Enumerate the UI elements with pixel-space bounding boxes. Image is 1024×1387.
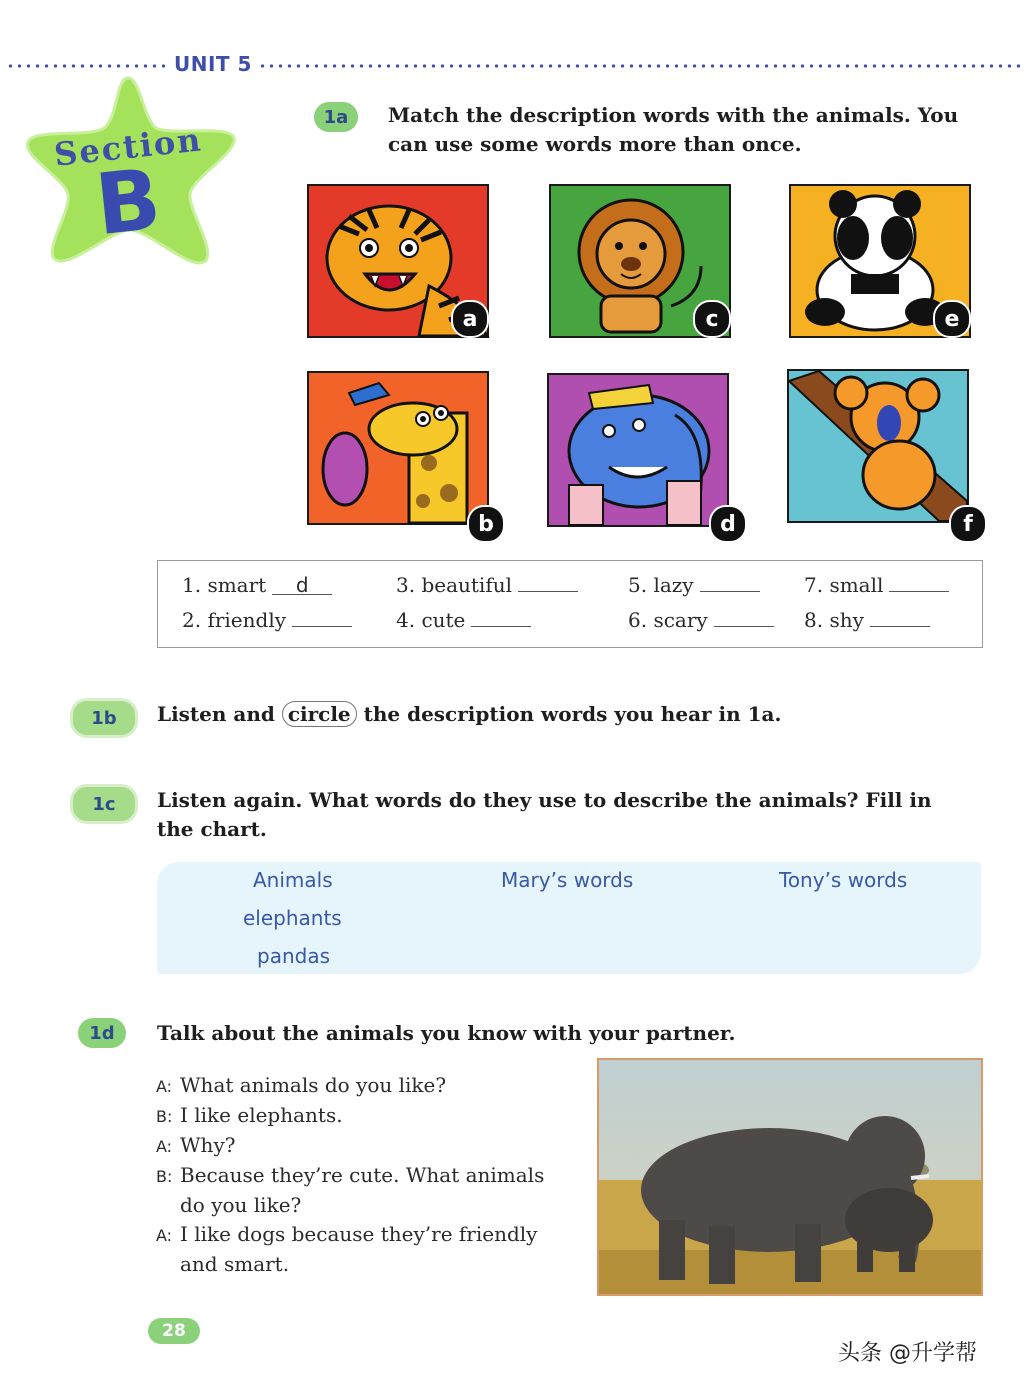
word-item (628, 608, 774, 632)
unit-label: UNIT 5 (174, 52, 252, 76)
answer-blank[interactable] (518, 573, 578, 592)
dialog-line (156, 1250, 576, 1279)
answer-blank[interactable] (870, 608, 930, 627)
animal-letter: c (693, 300, 731, 338)
instruction-line: the chart. (157, 817, 267, 841)
exercise-1d-badge: 1d (78, 1018, 126, 1048)
elephant-icon (549, 375, 727, 525)
speaker-label: A: (156, 1077, 173, 1096)
dialog-line (156, 1071, 576, 1101)
koala-icon (789, 371, 967, 521)
answer-blank[interactable] (471, 608, 531, 627)
section-word: Section (52, 120, 205, 174)
dialog (156, 1071, 576, 1279)
word-item (396, 608, 531, 632)
watermark: 头条 @升学帮 (838, 1341, 977, 1366)
header-dotted-rule-left (6, 64, 168, 68)
dialog-line (156, 1131, 576, 1161)
dialog-text: do you like? (180, 1193, 302, 1217)
exercise-1a-instruction (388, 101, 958, 159)
dialog-text: Why? (180, 1133, 236, 1157)
animal-letter: e (933, 300, 971, 338)
chart-row-label: pandas (257, 944, 330, 968)
exercise-1c-instruction (157, 786, 932, 844)
exercise-1b-badge: 1b (70, 698, 138, 738)
exercise-1a-badge: 1a (314, 102, 358, 132)
page-number: 28 (148, 1318, 200, 1344)
instruction-line: Listen again. What words do they use to describe the animals? Fill in (157, 788, 932, 812)
dialog-line (156, 1101, 576, 1131)
word-item (804, 608, 930, 632)
animal-tile-d[interactable] (547, 373, 736, 537)
description-word-box (157, 560, 983, 648)
dialog-text: What animals do you like? (180, 1073, 447, 1097)
dialog-text: I like dogs because they’re friendly (180, 1222, 538, 1246)
dialog-text: and smart. (180, 1252, 290, 1276)
speaker-label: A: (156, 1226, 173, 1245)
instruction-line: Match the description words with the animals. You (388, 103, 959, 127)
word-label: 1. smart (182, 573, 267, 597)
word-label: 3. beautiful (396, 573, 512, 597)
animal-letter: f (949, 505, 987, 543)
animal-tile-c[interactable] (549, 184, 731, 338)
answer-blank[interactable] (292, 608, 352, 627)
instruction-text: the description words you hear in 1a. (363, 702, 782, 726)
circled-word: circle (282, 701, 357, 727)
header-dotted-rule-right (258, 64, 1024, 68)
exercise-1c-badge: 1c (70, 784, 138, 824)
dialog-text: I like elephants. (180, 1103, 343, 1127)
chart-column-header: Mary’s words (501, 868, 634, 892)
speaker-label: A: (156, 1137, 173, 1156)
word-item (182, 573, 332, 597)
animal-tile-f[interactable] (787, 369, 973, 537)
word-label: 5. lazy (628, 573, 694, 597)
animal-tile-e[interactable] (789, 184, 971, 338)
dialog-line (156, 1161, 576, 1191)
animal-tile-a[interactable] (307, 184, 489, 338)
elephant-photo (597, 1058, 983, 1296)
dialog-line (156, 1191, 576, 1220)
fill-in-chart (157, 862, 981, 974)
animal-letter: a (451, 300, 489, 338)
word-item (628, 573, 760, 597)
answer-blank[interactable] (889, 573, 949, 592)
speaker-label: B: (156, 1107, 173, 1126)
answer-blank[interactable] (714, 608, 774, 627)
word-label: 8. shy (804, 608, 864, 632)
dialog-text: Because they’re cute. What animals (180, 1163, 545, 1187)
instruction-line: can use some words more than once. (388, 132, 802, 156)
instruction-text: Listen and (157, 702, 275, 726)
answer-blank[interactable]: d (272, 576, 332, 595)
dialog-line (156, 1220, 576, 1250)
section-letter: B (91, 149, 165, 255)
chart-column-header: Animals (253, 868, 333, 892)
answer-blank[interactable] (700, 573, 760, 592)
word-item (182, 608, 352, 632)
animal-tile-b[interactable] (307, 371, 494, 537)
speaker-label: B: (156, 1167, 173, 1186)
chart-row-label: elephants (243, 906, 342, 930)
exercise-1d-instruction: Talk about the animals you know with your partner. (157, 1021, 736, 1045)
word-item (396, 573, 578, 597)
animal-letter: b (467, 505, 505, 543)
exercise-1b-instruction (157, 700, 781, 729)
word-label: 7. small (804, 573, 884, 597)
word-label: 4. cute (396, 608, 466, 632)
word-label: 6. scary (628, 608, 708, 632)
chart-column-header: Tony’s words (779, 868, 908, 892)
giraffe-icon (309, 373, 487, 523)
animal-letter: d (709, 505, 747, 543)
word-item (804, 573, 949, 597)
word-label: 2. friendly (182, 608, 287, 632)
elephant-photo-icon (599, 1060, 981, 1294)
